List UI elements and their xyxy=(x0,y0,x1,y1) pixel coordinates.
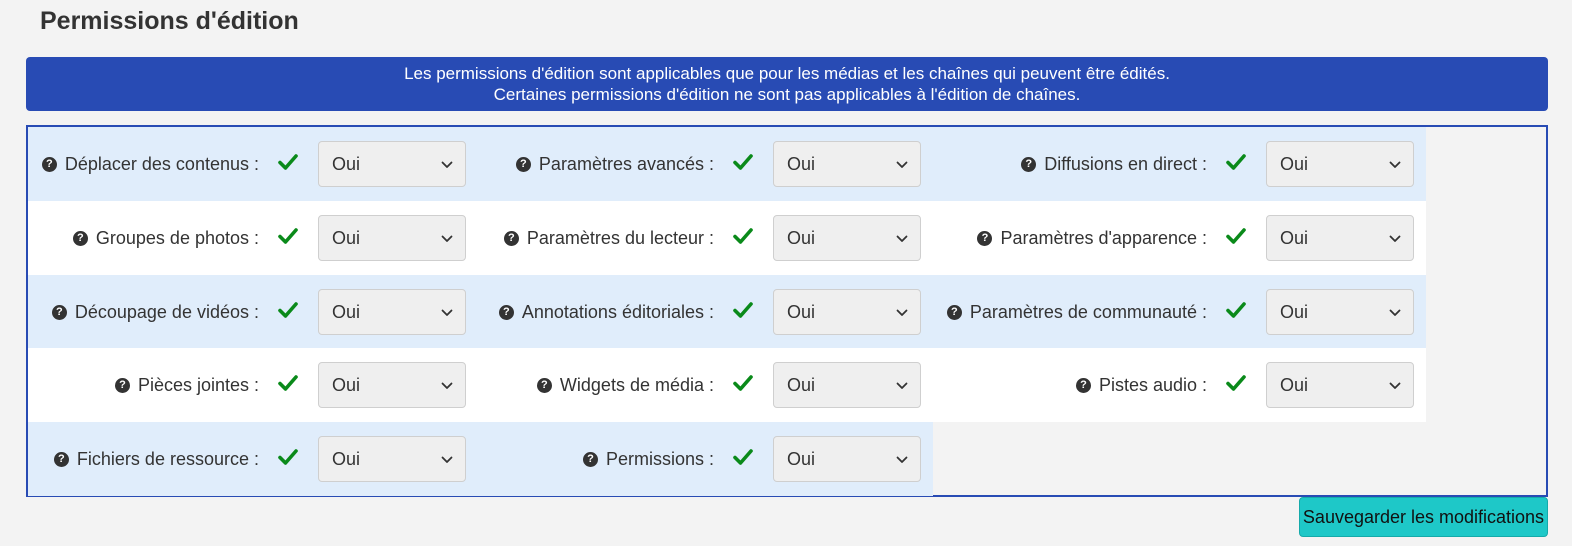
permission-select[interactable] xyxy=(773,215,921,261)
check-icon xyxy=(733,447,753,467)
chevron-down-icon xyxy=(1389,160,1401,170)
chevron-down-icon xyxy=(896,160,908,170)
permission-item xyxy=(951,275,1414,349)
permission-label-text: Paramètres du lecteur : xyxy=(526,227,714,248)
permission-item xyxy=(484,348,921,422)
check-icon xyxy=(278,152,298,172)
permission-label xyxy=(583,422,714,496)
permission-item xyxy=(28,275,466,349)
question-circle-icon[interactable]: ? xyxy=(52,305,67,320)
permission-item xyxy=(484,127,921,201)
permission-item xyxy=(484,201,921,275)
permission-item xyxy=(28,422,466,496)
permission-label xyxy=(516,127,714,201)
info-banner xyxy=(26,57,1548,111)
permission-label xyxy=(947,275,1207,349)
check-icon xyxy=(278,300,298,320)
question-circle-icon[interactable]: ? xyxy=(516,157,531,172)
permission-select[interactable] xyxy=(1266,141,1414,187)
permission-select-value: Oui xyxy=(787,374,816,395)
permission-select-value: Oui xyxy=(787,448,816,469)
permission-label-text: Annotations éditoriales : xyxy=(521,301,714,322)
permission-row xyxy=(28,422,933,496)
permission-label xyxy=(115,348,259,422)
permission-label-text: Paramètres d'apparence : xyxy=(1000,227,1207,248)
permission-select-value: Oui xyxy=(787,153,816,174)
permission-item xyxy=(484,422,921,496)
permission-select-value: Oui xyxy=(1280,374,1309,395)
permissions-panel xyxy=(26,125,1548,497)
permission-item xyxy=(28,127,466,201)
permission-select[interactable] xyxy=(318,436,466,482)
check-icon xyxy=(1226,373,1246,393)
permission-label xyxy=(54,422,259,496)
check-icon xyxy=(733,373,753,393)
permission-label-text: Diffusions en direct : xyxy=(1044,153,1207,174)
check-icon xyxy=(1226,152,1246,172)
permission-item xyxy=(28,348,466,422)
permission-select[interactable] xyxy=(773,436,921,482)
permission-row xyxy=(28,348,1426,422)
chevron-down-icon xyxy=(896,234,908,244)
question-circle-icon[interactable]: ? xyxy=(504,231,519,246)
permission-item xyxy=(976,201,1414,275)
permission-label-text: Fichiers de ressource : xyxy=(76,448,259,469)
permission-select-value: Oui xyxy=(1280,227,1309,248)
permission-label xyxy=(537,348,714,422)
permission-select[interactable] xyxy=(773,141,921,187)
question-circle-icon[interactable]: ? xyxy=(73,231,88,246)
chevron-down-icon xyxy=(1389,381,1401,391)
permission-label-text: Groupes de photos : xyxy=(95,227,259,248)
chevron-down-icon xyxy=(441,160,453,170)
permission-label-text: Paramètres avancés : xyxy=(538,153,714,174)
permission-select[interactable] xyxy=(1266,362,1414,408)
permission-item xyxy=(976,348,1414,422)
check-icon xyxy=(1226,300,1246,320)
check-icon xyxy=(278,447,298,467)
chevron-down-icon xyxy=(896,455,908,465)
question-circle-icon[interactable]: ? xyxy=(42,157,57,172)
check-icon xyxy=(733,300,753,320)
question-circle-icon[interactable]: ? xyxy=(977,231,992,246)
permission-select[interactable] xyxy=(318,362,466,408)
permission-label-text: Permissions : xyxy=(605,448,714,469)
permission-select[interactable] xyxy=(773,289,921,335)
permission-label-text: Paramètres de communauté : xyxy=(969,301,1207,322)
question-circle-icon[interactable]: ? xyxy=(115,378,130,393)
permission-select-value: Oui xyxy=(332,227,361,248)
permission-select[interactable] xyxy=(1266,289,1414,335)
permission-select-value: Oui xyxy=(332,301,361,322)
permission-label xyxy=(52,275,259,349)
check-icon xyxy=(278,226,298,246)
permission-select-value: Oui xyxy=(787,227,816,248)
permission-select[interactable] xyxy=(318,289,466,335)
check-icon xyxy=(1226,226,1246,246)
page-title: Permissions d'édition xyxy=(40,7,299,35)
permission-item xyxy=(976,127,1414,201)
permission-label xyxy=(1021,127,1207,201)
permission-select-value: Oui xyxy=(787,301,816,322)
chevron-down-icon xyxy=(441,381,453,391)
banner-line-1: Les permissions d'édition sont applicables que pour les médias et les chaînes qui peuvent être édités. xyxy=(404,64,1170,83)
permission-label xyxy=(504,201,714,275)
permission-row xyxy=(28,127,1426,201)
permission-select[interactable] xyxy=(773,362,921,408)
permission-select[interactable] xyxy=(318,215,466,261)
permission-select-value: Oui xyxy=(332,374,361,395)
chevron-down-icon xyxy=(1389,308,1401,318)
permission-row xyxy=(28,275,1426,349)
permission-label xyxy=(1076,348,1207,422)
permission-label xyxy=(977,201,1207,275)
save-changes-button[interactable]: Sauvegarder les modifications xyxy=(1299,497,1548,537)
check-icon xyxy=(278,373,298,393)
permission-label xyxy=(73,201,259,275)
permission-select[interactable] xyxy=(1266,215,1414,261)
permission-select-value: Oui xyxy=(332,153,361,174)
question-circle-icon[interactable]: ? xyxy=(1021,157,1036,172)
permission-label-text: Pistes audio : xyxy=(1098,374,1207,395)
permission-select-value: Oui xyxy=(1280,153,1309,174)
chevron-down-icon xyxy=(441,455,453,465)
question-circle-icon[interactable]: ? xyxy=(583,452,598,467)
banner-line-2: Certaines permissions d'édition ne sont pas applicables à l'édition de chaînes. xyxy=(493,85,1081,104)
question-circle-icon[interactable]: ? xyxy=(947,305,962,320)
permission-select-value: Oui xyxy=(1280,301,1309,322)
chevron-down-icon xyxy=(441,234,453,244)
chevron-down-icon xyxy=(896,308,908,318)
chevron-down-icon xyxy=(441,308,453,318)
permission-label-text: Widgets de média : xyxy=(559,374,714,395)
permission-label xyxy=(42,127,259,201)
chevron-down-icon xyxy=(896,381,908,391)
check-icon xyxy=(733,226,753,246)
permission-row xyxy=(28,201,1426,275)
permission-label xyxy=(499,275,714,349)
permission-item xyxy=(28,201,466,275)
chevron-down-icon xyxy=(1389,234,1401,244)
permission-label-text: Déplacer des contenus : xyxy=(64,153,259,174)
permission-label-text: Découpage de vidéos : xyxy=(74,301,259,322)
permission-item xyxy=(484,275,921,349)
check-icon xyxy=(733,152,753,172)
question-circle-icon[interactable]: ? xyxy=(537,378,552,393)
permission-select-value: Oui xyxy=(332,448,361,469)
permission-select[interactable] xyxy=(318,141,466,187)
question-circle-icon[interactable]: ? xyxy=(1076,378,1091,393)
permission-label-text: Pièces jointes : xyxy=(137,374,259,395)
question-circle-icon[interactable]: ? xyxy=(54,452,69,467)
question-circle-icon[interactable]: ? xyxy=(499,305,514,320)
